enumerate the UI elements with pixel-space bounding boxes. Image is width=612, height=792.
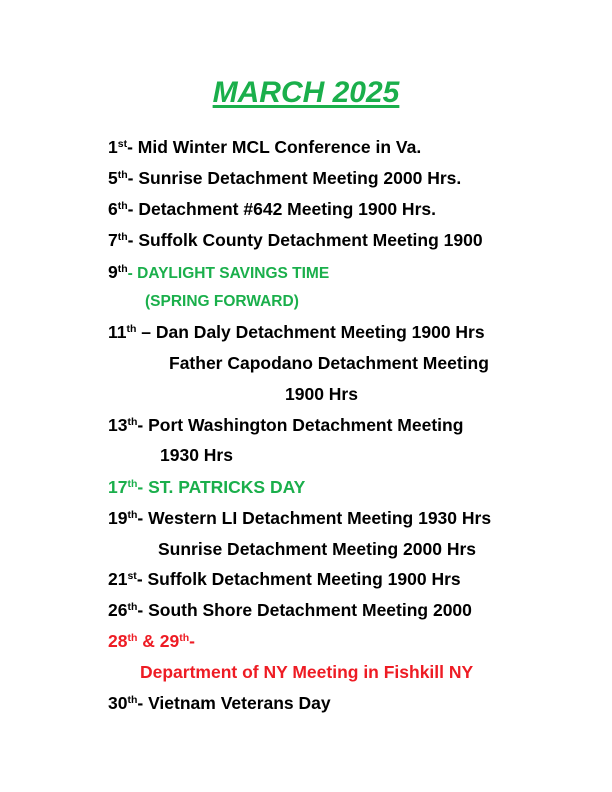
event-line-9th xyxy=(108,264,329,282)
event-line-17th xyxy=(108,479,305,497)
event-text: - Port Washington Detachment Meeting xyxy=(137,415,464,435)
event-separator: - xyxy=(127,265,138,282)
event-line-11th-continuation: Father Capodano Detachment Meeting xyxy=(169,353,489,373)
event-line-19th xyxy=(108,510,491,528)
event-line-19th-continuation: Sunrise Detachment Meeting 2000 Hrs xyxy=(158,539,477,559)
event-text: - xyxy=(189,631,195,651)
event-day: 28 xyxy=(108,631,128,651)
day-suffix: th xyxy=(117,169,128,182)
day-suffix: th xyxy=(117,231,128,244)
event-line-11th-time: 1900 Hrs xyxy=(285,384,358,404)
event-text: - Mid Winter MCL Conference in Va. xyxy=(127,137,422,157)
day-suffix: th xyxy=(127,632,138,645)
event-line-28th-29th xyxy=(108,633,195,651)
day-suffix: th xyxy=(117,200,128,213)
event-text: – Dan Daly Detachment Meeting 1900 Hrs xyxy=(136,322,485,342)
day-suffix: th xyxy=(179,632,190,645)
event-text: - Detachment #642 Meeting 1900 Hrs. xyxy=(127,199,436,219)
event-day: 1 xyxy=(108,137,118,157)
day-suffix: th xyxy=(127,416,138,429)
event-day: 7 xyxy=(108,230,118,250)
event-line-6th xyxy=(108,201,436,219)
event-day: 11 xyxy=(108,322,127,342)
day-suffix: st xyxy=(127,570,137,583)
day-suffix: th xyxy=(117,263,128,276)
day-suffix: th xyxy=(127,601,138,614)
event-line-11th xyxy=(108,324,485,342)
event-day: 6 xyxy=(108,199,118,219)
event-line-1st xyxy=(108,139,421,157)
day-suffix: th xyxy=(127,694,138,707)
event-text: - Vietnam Veterans Day xyxy=(137,693,331,713)
day-suffix: st xyxy=(117,138,128,151)
event-day: 13 xyxy=(108,415,128,435)
day-suffix: th xyxy=(126,323,137,336)
page-title: MARCH 2025 xyxy=(212,76,400,109)
event-text: - Western LI Detachment Meeting 1930 Hrs xyxy=(137,508,492,528)
event-text: - South Shore Detachment Meeting 2000 xyxy=(137,600,472,620)
day-suffix: th xyxy=(127,509,138,522)
event-line-30th xyxy=(108,695,331,713)
event-line-5th xyxy=(108,170,461,188)
event-text: - Suffolk Detachment Meeting 1900 Hrs xyxy=(136,569,461,589)
event-text: DAYLIGHT SAVINGS TIME xyxy=(137,265,330,282)
event-text: - Suffolk County Detachment Meeting 1900 xyxy=(127,230,483,250)
event-day: 26 xyxy=(108,600,128,620)
event-line-7th xyxy=(108,232,483,250)
event-day: 21 xyxy=(108,569,128,589)
event-line-26th xyxy=(108,602,472,620)
event-line-21st xyxy=(108,571,461,589)
event-text: - Sunrise Detachment Meeting 2000 Hrs. xyxy=(127,168,462,188)
event-day: 5 xyxy=(108,168,118,188)
event-line-9th-continuation: (SPRING FORWARD) xyxy=(145,293,299,310)
event-line-28th-29th-continuation: Department of NY Meeting in Fishkill NY xyxy=(140,662,474,682)
event-day: 17 xyxy=(108,477,128,497)
day-suffix: th xyxy=(127,478,138,491)
event-day: 9 xyxy=(108,262,118,282)
event-line-13th xyxy=(108,417,463,435)
event-day: 30 xyxy=(108,693,128,713)
event-line-13th-time: 1930 Hrs xyxy=(160,445,233,465)
event-text: - ST. PATRICKS DAY xyxy=(137,477,306,497)
event-day-second: & 29 xyxy=(137,631,180,651)
event-day: 19 xyxy=(108,508,128,528)
